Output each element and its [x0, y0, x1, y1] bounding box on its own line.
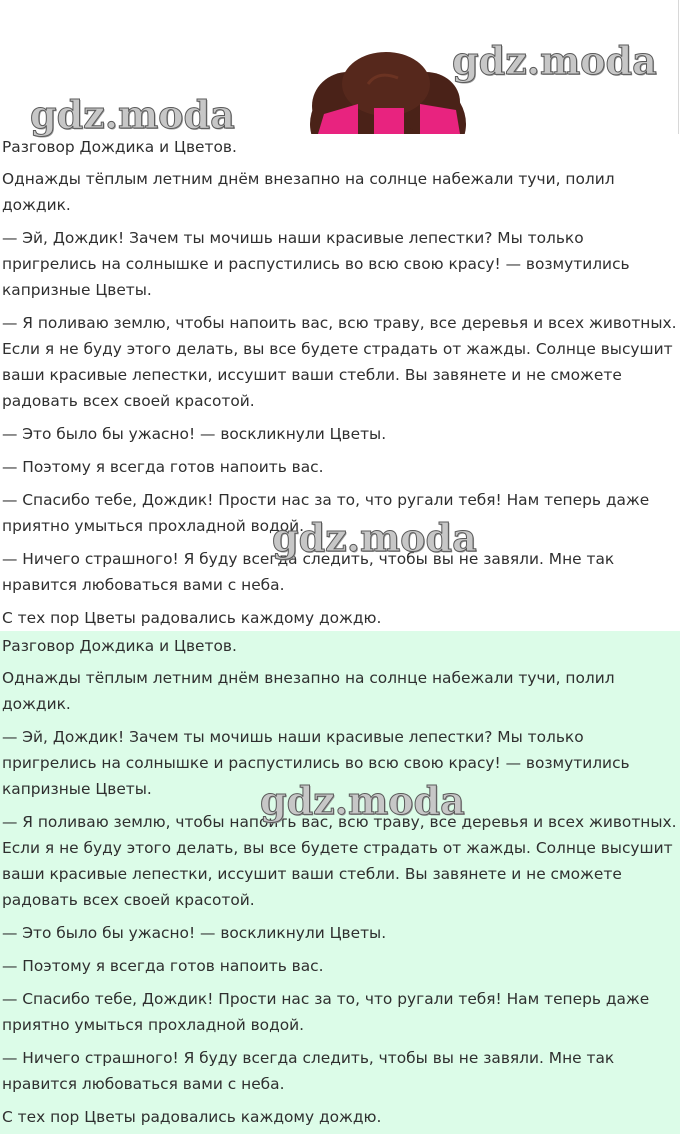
story-paragraph: — Это было бы ужасно! — воскликнули Цветы.: [2, 924, 387, 942]
story-paragraph: — Спасибо тебе, Дождик! Прости нас за то, что ругали тебя! Нам теперь даже приятно умыться прохладной водой.: [2, 990, 650, 1034]
story-text: [0, 134, 680, 631]
header-area: [0, 0, 680, 137]
story-paragraph: С тех пор Цветы радовались каждому дождю.: [2, 1108, 382, 1126]
avatar-icon: [308, 44, 468, 134]
story-paragraph: — Поэтому я всегда готов напоить вас.: [2, 957, 324, 975]
story-paragraph: Однажды тёплым летним днём внезапно на солнце набежали тучи, полил дождик.: [2, 170, 615, 214]
watermark: gdz.moda: [452, 38, 657, 83]
answer-text: [0, 631, 680, 1134]
story-title: Разговор Дождика и Цветов.: [2, 138, 237, 156]
watermark: gdz.moda: [272, 515, 477, 560]
story-paragraph: — Эй, Дождик! Зачем ты мочишь наши красивые лепестки? Мы только пригрелись на солнышке и распустились во всю свою красу! — возмутились капризные Цветы.: [2, 728, 630, 798]
watermark: gdz.moda: [30, 92, 235, 137]
story-paragraph: — Эй, Дождик! Зачем ты мочишь наши красивые лепестки? Мы только пригрелись на солнышке и распустились во всю свою красу! — возмутились капризные Цветы.: [2, 229, 630, 299]
story-paragraph: — Ничего страшного! Я буду всегда следить, чтобы вы не завяли. Мне так нравится любоваться вами с неба.: [2, 1049, 615, 1093]
story-paragraph: — Спасибо тебе, Дождик! Прости нас за то, что ругали тебя! Нам теперь даже приятно умыться прохладной водой.: [2, 491, 650, 535]
story-paragraph: — Я поливаю землю, чтобы напоить вас, всю траву, все деревья и всех животных. Если я не буду этого делать, вы все будете страдать от жажды. Солнце высушит ваши красивые лепестки, иссушит ваши стебли. Вы завянете и не сможете радовать всех своей красотой.: [2, 813, 677, 909]
story-paragraph: — Поэтому я всегда готов напоить вас.: [2, 458, 324, 476]
story-paragraph: С тех пор Цветы радовались каждому дождю.: [2, 609, 382, 627]
watermark: gdz.moda: [260, 778, 465, 823]
story-paragraph: — Это было бы ужасно! — воскликнули Цветы.: [2, 425, 387, 443]
story-paragraph: — Ничего страшного! Я буду всегда следить, чтобы вы не завяли. Мне так нравится любоваться вами с неба.: [2, 550, 615, 594]
story-paragraph: — Я поливаю землю, чтобы напоить вас, всю траву, все деревья и всех животных. Если я не буду этого делать, вы все будете страдать от жажды. Солнце высушит ваши красивые лепестки, иссушит ваши стебли. Вы завянете и не сможете радовать всех своей красотой.: [2, 314, 677, 410]
story-paragraph: Однажды тёплым летним днём внезапно на солнце набежали тучи, полил дождик.: [2, 669, 615, 713]
story-title: Разговор Дождика и Цветов.: [2, 637, 237, 655]
